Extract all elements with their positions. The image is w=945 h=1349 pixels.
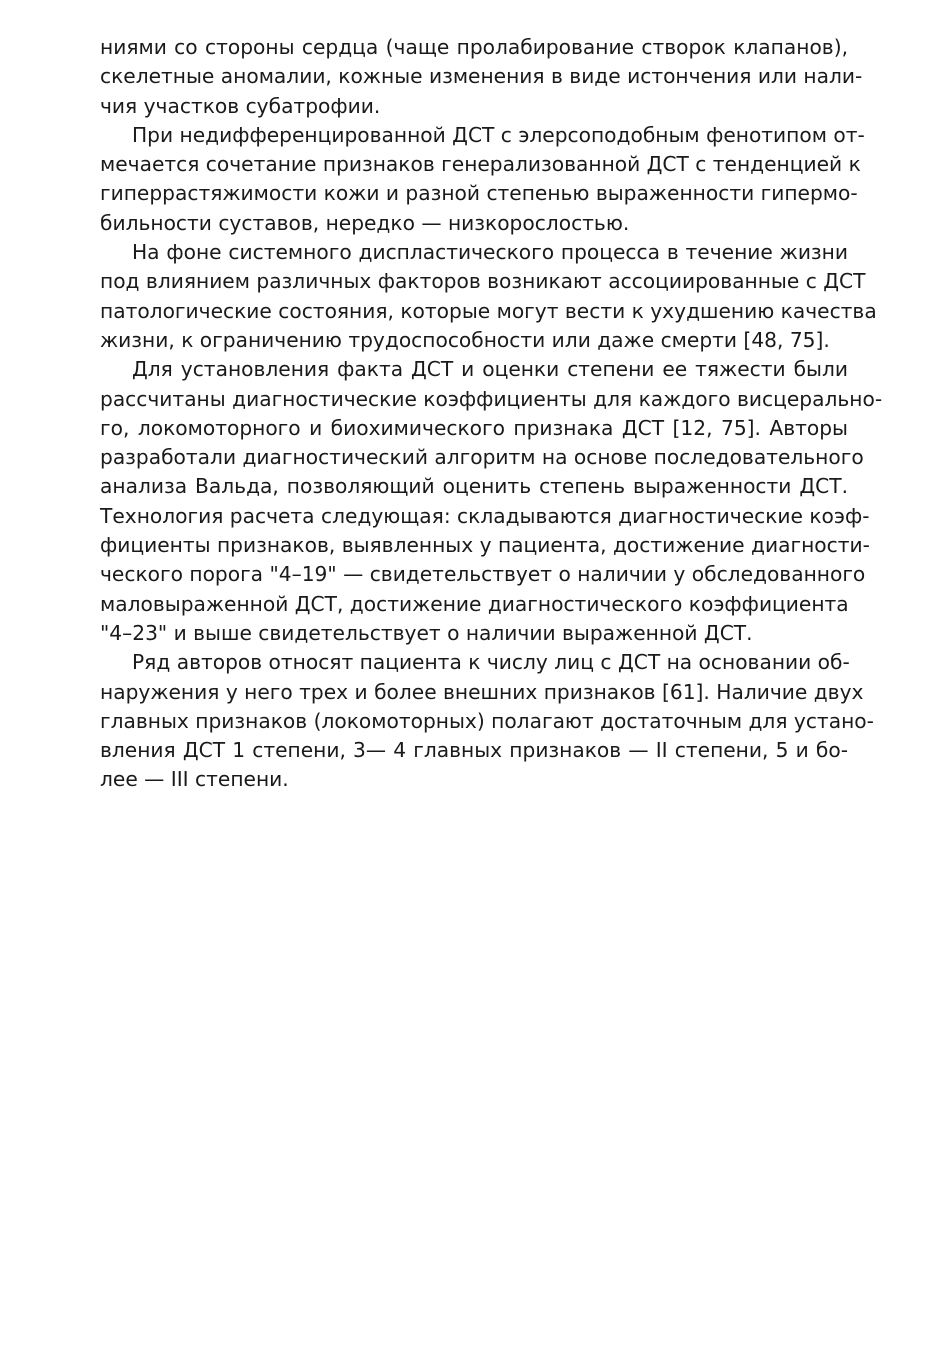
paragraph-2 xyxy=(100,121,865,238)
text-line: бильности суставов, нередко — низкорослостью. xyxy=(100,210,630,235)
text-line: фициенты признаков, выявленных у пациента, достижение диагности- xyxy=(100,533,870,558)
text-line: гиперрастяжимости кожи и разной степенью выраженности гипермо- xyxy=(100,181,858,206)
text-line: На фоне системного диспластического процесса в течение жизни xyxy=(132,240,848,265)
text-line: мечается сочетание признаков генерализованной ДСТ с тенденцией к xyxy=(100,152,861,177)
paragraph-1 xyxy=(100,33,863,121)
text-line: чия участков субатрофии. xyxy=(100,93,381,118)
text-line: "4–23" и выше свидетельствует о наличии выраженной ДСТ. xyxy=(100,620,753,645)
text-line: Технология расчета следующая: складываются диагностические коэф- xyxy=(100,503,870,528)
text-line: скелетные аномалии, кожные изменения в виде истончения или нали- xyxy=(100,64,863,89)
text-line: главных признаков (локомоторных) полагают достаточным для устано- xyxy=(100,708,874,733)
document-page xyxy=(100,33,883,795)
text-line: наружения у него трех и более внешних признаков [61]. Наличие двух xyxy=(100,679,864,704)
text-line: Для установления факта ДСТ и оценки степени ее тяжести были xyxy=(132,357,848,382)
text-line: маловыраженной ДСТ, достижение диагностического коэффициента xyxy=(100,591,849,616)
text-line: вления ДСТ 1 степени, 3— 4 главных признаков — II степени, 5 и бо- xyxy=(100,738,848,763)
text-line: ниями со стороны сердца (чаще пролабирование створок клапанов), xyxy=(100,35,848,59)
text-line: При недифференцированной ДСТ с элерсоподобным фенотипом от- xyxy=(132,122,865,147)
text-line: Ряд авторов относят пациента к числу лиц с ДСТ на основании об- xyxy=(132,650,850,675)
paragraph-3 xyxy=(100,238,877,355)
text-line: ческого порога "4–19" — свидетельствует о наличии у обследованного xyxy=(100,562,866,587)
text-line: патологические состояния, которые могут вести к ухудшению качества xyxy=(100,298,877,323)
text-line: жизни, к ограничению трудоспособности или даже смерти [48, 75]. xyxy=(100,327,830,352)
text-line: под влиянием различных факторов возникают ассоциированные с ДСТ xyxy=(100,269,866,294)
text-line: анализа Вальда, позволяющий оценить степень выраженности ДСТ. xyxy=(100,474,848,499)
text-line: го, локомоторного и биохимического признака ДСТ [12, 75]. Авторы xyxy=(100,415,848,440)
text-line: рассчитаны диагностические коэффициенты для каждого висцерально- xyxy=(100,386,883,411)
text-line: разработали диагностический алгоритм на основе последовательного xyxy=(100,445,864,470)
paragraph-5 xyxy=(100,648,874,794)
text-line: лее — III степени. xyxy=(100,767,289,792)
paragraph-4 xyxy=(100,355,883,648)
